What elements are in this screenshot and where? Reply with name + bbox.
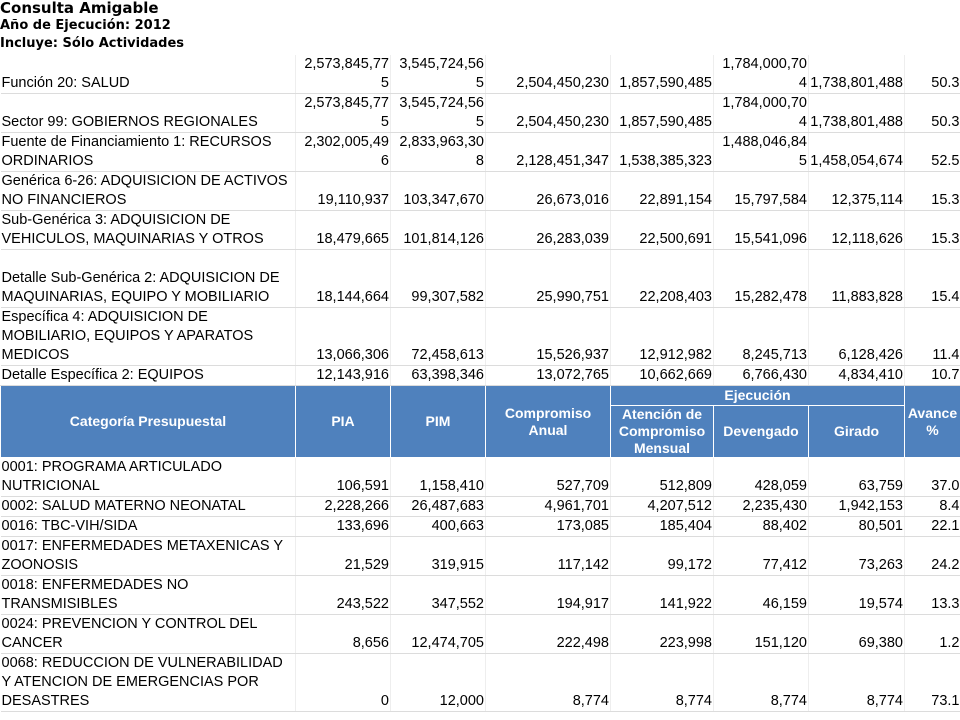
report-title: Consulta Amigable [0, 0, 159, 17]
pim-cell: 103,347,670 [391, 172, 486, 211]
compromiso-cell: 117,142 [486, 537, 611, 576]
avance-cell: 52.5 [905, 133, 960, 172]
devengado-cell: 8,245,713 [714, 308, 809, 366]
devengado-cell: 15,282,478 [714, 250, 809, 308]
pia-cell: 8,656 [296, 615, 391, 654]
devengado-cell: 428,059 [714, 458, 809, 497]
atencion-cell: 10,662,669 [611, 366, 714, 386]
category-cell: Sector 99: GOBIERNOS REGIONALES [1, 94, 296, 133]
table-row[interactable] [1, 517, 960, 537]
compromiso-cell: 15,526,937 [486, 308, 611, 366]
compromiso-cell: 4,961,701 [486, 497, 611, 517]
devengado-cell: 6,766,430 [714, 366, 809, 386]
category-cell: 0018: ENFERMEDADES NO TRANSMISIBLES [1, 576, 296, 615]
avance-cell: 13.3 [905, 576, 960, 615]
atencion-cell: 22,891,154 [611, 172, 714, 211]
includes-filter: Incluye: Sólo Actividades [0, 36, 185, 51]
girado-cell: 19,574 [809, 576, 905, 615]
pim-cell: 63,398,346 [391, 366, 486, 386]
girado-cell: 8,774 [809, 654, 905, 712]
avance-cell: 73.1 [905, 654, 960, 712]
category-cell: 0068: REDUCCION DE VULNERABILIDAD Y ATENCION DE EMERGENCIAS POR DESASTRES [1, 654, 296, 712]
table-row[interactable] [1, 172, 960, 211]
devengado-cell: 1,784,000,704 [714, 55, 809, 94]
category-cell: 0017: ENFERMEDADES METAXENICAS Y ZOONOSIS [1, 537, 296, 576]
avance-cell: 15.3 [905, 211, 960, 250]
category-cell: Fuente de Financiamiento 1: RECURSOS ORDINARIOS [1, 133, 296, 172]
table-row[interactable] [1, 211, 960, 250]
table-row[interactable] [1, 250, 960, 308]
avance-cell: 1.2 [905, 615, 960, 654]
girado-cell: 73,263 [809, 537, 905, 576]
pim-cell: 12,474,705 [391, 615, 486, 654]
table-row[interactable] [1, 576, 960, 615]
program-rows-body [1, 458, 960, 712]
devengado-cell: 8,774 [714, 654, 809, 712]
header-avance[interactable]: Avance % [905, 386, 960, 458]
atencion-cell: 1,538,385,323 [611, 133, 714, 172]
category-cell: Específica 4: ADQUISICION DE MOBILIARIO, EQUIPOS Y APARATOS MEDICOS [1, 308, 296, 366]
devengado-cell: 2,235,430 [714, 497, 809, 517]
girado-cell: 1,942,153 [809, 497, 905, 517]
pim-cell: 72,458,613 [391, 308, 486, 366]
table-row[interactable] [1, 458, 960, 497]
avance-cell: 50.3 [905, 94, 960, 133]
table-row[interactable] [1, 537, 960, 576]
pim-cell: 12,000 [391, 654, 486, 712]
pim-cell: 400,663 [391, 517, 486, 537]
pia-cell: 0 [296, 654, 391, 712]
budget-table [0, 55, 960, 712]
pim-cell: 26,487,683 [391, 497, 486, 517]
pia-cell: 19,110,937 [296, 172, 391, 211]
header-compromiso[interactable]: Compromiso Anual [486, 386, 611, 458]
category-cell: Sub-Genérica 3: ADQUISICION DE VEHICULOS, MAQUINARIAS Y OTROS [1, 211, 296, 250]
pim-cell: 347,552 [391, 576, 486, 615]
category-cell: 0001: PROGRAMA ARTICULADO NUTRICIONAL [1, 458, 296, 497]
top-rows-body [1, 55, 960, 386]
compromiso-cell: 25,990,751 [486, 250, 611, 308]
girado-cell: 6,128,426 [809, 308, 905, 366]
execution-year: Año de Ejecución: 2012 [0, 18, 171, 33]
pia-cell: 2,228,266 [296, 497, 391, 517]
atencion-cell: 1,857,590,485 [611, 94, 714, 133]
compromiso-cell: 26,673,016 [486, 172, 611, 211]
girado-cell: 12,375,114 [809, 172, 905, 211]
compromiso-cell: 26,283,039 [486, 211, 611, 250]
table-row[interactable] [1, 55, 960, 94]
avance-cell: 24.2 [905, 537, 960, 576]
atencion-cell: 4,207,512 [611, 497, 714, 517]
table-row[interactable] [1, 133, 960, 172]
atencion-cell: 223,998 [611, 615, 714, 654]
category-cell: Detalle Sub-Genérica 2: ADQUISICION DE MAQUINARIAS, EQUIPO Y MOBILIARIO [1, 250, 296, 308]
compromiso-cell: 222,498 [486, 615, 611, 654]
category-cell: Detalle Específica 2: EQUIPOS [1, 366, 296, 386]
category-cell: Genérica 6-26: ADQUISICION DE ACTIVOS NO FINANCIEROS [1, 172, 296, 211]
header-atencion[interactable]: Atención de Compromiso Mensual [611, 406, 714, 458]
compromiso-cell: 527,709 [486, 458, 611, 497]
atencion-cell: 141,922 [611, 576, 714, 615]
compromiso-cell: 2,504,450,230 [486, 55, 611, 94]
avance-cell: 15.3 [905, 172, 960, 211]
atencion-cell: 22,500,691 [611, 211, 714, 250]
devengado-cell: 1,784,000,704 [714, 94, 809, 133]
pia-cell: 2,573,845,775 [296, 55, 391, 94]
pim-cell: 319,915 [391, 537, 486, 576]
girado-cell: 1,738,801,488 [809, 94, 905, 133]
devengado-cell: 88,402 [714, 517, 809, 537]
table-row[interactable] [1, 94, 960, 133]
table-row[interactable] [1, 615, 960, 654]
header-devengado[interactable]: Devengado [714, 406, 809, 458]
pia-cell: 243,522 [296, 576, 391, 615]
girado-cell: 1,458,054,674 [809, 133, 905, 172]
compromiso-cell: 173,085 [486, 517, 611, 537]
category-cell: 0002: SALUD MATERNO NEONATAL [1, 497, 296, 517]
report-header [0, 0, 960, 53]
atencion-cell: 12,912,982 [611, 308, 714, 366]
table-row[interactable] [1, 497, 960, 517]
girado-cell: 80,501 [809, 517, 905, 537]
compromiso-cell: 2,128,451,347 [486, 133, 611, 172]
header-pia[interactable]: PIA [296, 386, 391, 458]
pia-cell: 133,696 [296, 517, 391, 537]
pia-cell: 13,066,306 [296, 308, 391, 366]
pim-cell: 3,545,724,565 [391, 55, 486, 94]
table-header-row [1, 386, 960, 406]
avance-cell: 8.4 [905, 497, 960, 517]
table-row[interactable] [1, 654, 960, 712]
avance-cell: 10.7 [905, 366, 960, 386]
pia-cell: 2,573,845,775 [296, 94, 391, 133]
devengado-cell: 77,412 [714, 537, 809, 576]
atencion-cell: 512,809 [611, 458, 714, 497]
girado-cell: 69,380 [809, 615, 905, 654]
compromiso-cell: 8,774 [486, 654, 611, 712]
header-categoria[interactable]: Categoría Presupuestal [1, 386, 296, 458]
girado-cell: 12,118,626 [809, 211, 905, 250]
atencion-cell: 99,172 [611, 537, 714, 576]
girado-cell: 1,738,801,488 [809, 55, 905, 94]
compromiso-cell: 2,504,450,230 [486, 94, 611, 133]
header-pim[interactable]: PIM [391, 386, 486, 458]
devengado-cell: 46,159 [714, 576, 809, 615]
pia-cell: 18,144,664 [296, 250, 391, 308]
girado-cell: 4,834,410 [809, 366, 905, 386]
pia-cell: 106,591 [296, 458, 391, 497]
category-cell: 0024: PREVENCION Y CONTROL DEL CANCER [1, 615, 296, 654]
devengado-cell: 151,120 [714, 615, 809, 654]
avance-cell: 15.4 [905, 250, 960, 308]
pim-cell: 99,307,582 [391, 250, 486, 308]
category-cell: 0016: TBC-VIH/SIDA [1, 517, 296, 537]
pia-cell: 12,143,916 [296, 366, 391, 386]
avance-cell: 37.0 [905, 458, 960, 497]
devengado-cell: 1,488,046,845 [714, 133, 809, 172]
pim-cell: 2,833,963,308 [391, 133, 486, 172]
pia-cell: 21,529 [296, 537, 391, 576]
compromiso-cell: 13,072,765 [486, 366, 611, 386]
devengado-cell: 15,541,096 [714, 211, 809, 250]
girado-cell: 11,883,828 [809, 250, 905, 308]
girado-cell: 63,759 [809, 458, 905, 497]
pia-cell: 2,302,005,496 [296, 133, 391, 172]
compromiso-cell: 194,917 [486, 576, 611, 615]
avance-cell: 11.4 [905, 308, 960, 366]
pim-cell: 3,545,724,565 [391, 94, 486, 133]
avance-cell: 50.3 [905, 55, 960, 94]
avance-cell: 22.1 [905, 517, 960, 537]
pia-cell: 18,479,665 [296, 211, 391, 250]
header-ejecucion: Ejecución [611, 386, 905, 406]
devengado-cell: 15,797,584 [714, 172, 809, 211]
table-header-block [1, 386, 960, 458]
pim-cell: 101,814,126 [391, 211, 486, 250]
atencion-cell: 22,208,403 [611, 250, 714, 308]
pim-cell: 1,158,410 [391, 458, 486, 497]
category-cell: Función 20: SALUD [1, 55, 296, 94]
atencion-cell: 1,857,590,485 [611, 55, 714, 94]
table-row[interactable] [1, 308, 960, 366]
atencion-cell: 8,774 [611, 654, 714, 712]
table-row[interactable] [1, 366, 960, 386]
header-girado[interactable]: Girado [809, 406, 905, 458]
atencion-cell: 185,404 [611, 517, 714, 537]
